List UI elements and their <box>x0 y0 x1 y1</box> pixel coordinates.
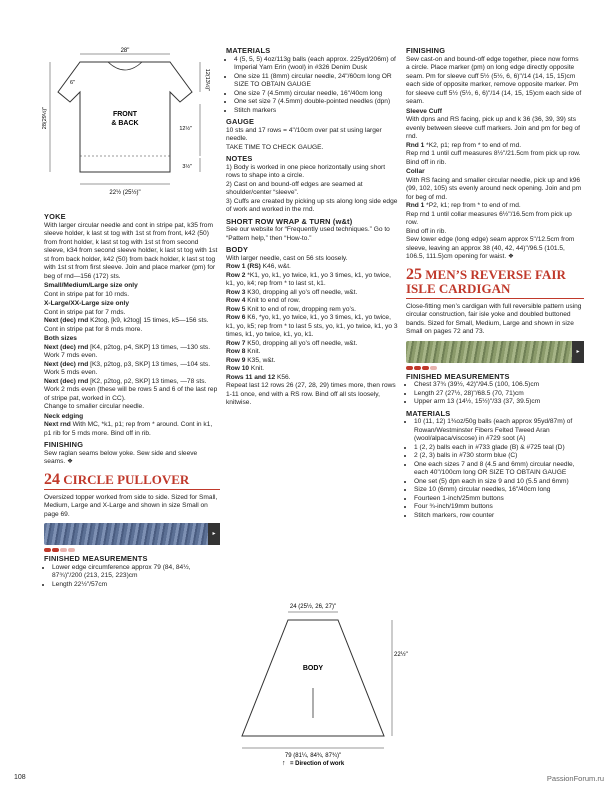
both-dec-3: Next (dec) rnd [K3, p2tog, p3, SKP] 13 times, —104 sts. <box>44 360 211 368</box>
xl-text: Cont in stripe pat for 7 rnds. <box>44 308 126 316</box>
column-3 <box>406 44 584 520</box>
p25-measure-3: • Upper arm 13 (14½, 15½)"/33 (37, 39.5)cm <box>414 398 584 407</box>
sweater-schematic <box>40 44 220 206</box>
row-3: Row 3 K30, dropping all yo’s off needle, w&t. <box>226 288 358 296</box>
row-4: Row 4 Knit to end of row. <box>226 297 301 304</box>
both-4: Work 5 rnds even. <box>44 369 98 376</box>
body-end: Repeat last 12 rows 26 (27, 28, 29) times more, then rows 1-11 once, end with a RS row. Bind off all sts loosely, knitwise. <box>226 382 396 406</box>
both-dec-5: Next (dec) rnd [K2, p2tog, p2, SKP] 13 times, —78 sts. <box>44 377 207 385</box>
pattern-24-title: 24 CIRCLE PULLOVER <box>44 473 220 490</box>
note-2: 2) Cast on and bound-off edges are seamed at shoulder/center “sleeve”. <box>226 180 363 196</box>
row-5: Row 5 Knit to end of row, dropping rem yo’s. <box>226 305 356 313</box>
schematic-front-label: FRONT <box>112 111 138 118</box>
p25-material-6: • Size 10 (6mm) circular needles, 16"/40cm long <box>414 486 584 495</box>
collar-rep: Rep rnd 1 until collar measures 6½"/16.5cm from pick up row. <box>406 210 572 226</box>
notes-heading: NOTES <box>226 154 253 163</box>
dim-shoulder: 12(13½)" <box>204 68 210 92</box>
gauge-text: 10 sts and 17 rows = 4"/10cm over pat st using larger needle. <box>226 126 382 142</box>
both-6: Work 2 rnds even (these will be rows 5 and 6 of the last rep of stripe pat, worked in CC). <box>44 386 218 402</box>
yoke-text: With larger circular needle and cont in stripe pat, k35 from sleeve holder, k last st tog with 1st st from front, k42 (50) from front holder, k last st tog with 1st st from second sleeve, k34 from second sleeve holder, k last st tog with 1st st from back holder, k42 (50) from back holder, k last st tog with 1st st from first sleeve. Join and place marker (pm) for beg of rnd—156 (172) sts. <box>44 221 218 280</box>
body-schem-side: 22½" <box>394 652 408 658</box>
direction-label: = Direction of work <box>290 761 345 767</box>
collar-rnd-1: Rnd 1 *P2, k1; rep from * to end of rnd. <box>406 202 521 209</box>
p25-measure-heading: FINISHED MEASUREMENTS <box>406 371 510 381</box>
finishing-text: Sew raglan seams below yoke. Sew side and sleeve seams. ❖ <box>44 449 198 465</box>
p25-measure-1: • Chest 37¾ (39½, 42)"/94.5 (100, 106.5)cm <box>414 381 584 390</box>
body-heading: BODY <box>226 245 249 254</box>
body-schem-top: 24 (25½, 26, 27)" <box>289 604 337 610</box>
both-dec-1: Next (dec) rnd [K4, p2tog, p4, SKP] 13 times, —130 sts. <box>44 343 211 351</box>
short-row-text: See our website for “Frequently used techniques.” Go to “Pattern help,” then “How-to.” <box>226 226 390 242</box>
collar-text: With RS facing and smaller circular needle, pick up and k96 (99, 102, 105) sts evenly around neck opening. Join and pm for beg of rnd. <box>406 176 582 201</box>
pattern-25-title: 25 MEN’S REVERSE FAIR ISLE CARDIGAN <box>406 268 584 299</box>
body-schem-label: BODY <box>302 665 324 672</box>
gauge-heading: GAUGE <box>226 117 255 126</box>
material-5: • Stitch markers <box>234 107 400 116</box>
yoke-heading: YOKE <box>44 212 66 221</box>
p25-material-1: • 10 (11, 12) 1¾oz/50g balls (each approx 95yd/87m) of Rowan/Westminster Fibers Felted Tweed Aran (wool/alpaca/viscose) in #729 soot (A) <box>414 418 584 444</box>
dim-neck: 6" <box>70 80 76 86</box>
collar-end: Sew lower edge (long edge) seam approx 5"/12.5cm from sleeve, leaving an approx 38 (40, 42, 44)"/96.5 (101.5, 106.5, 111.5)cm opening for waist. ❖ <box>406 236 575 260</box>
gauge-check: TAKE TIME TO CHECK GAUGE. <box>226 143 324 151</box>
column-1 <box>44 210 220 589</box>
both-heading: Both sizes <box>44 335 77 342</box>
body-intro: With larger needle, cast on 56 sts loosely. <box>226 254 348 262</box>
dim-rib: 3½" <box>182 164 192 170</box>
schematic-back-label: & BACK <box>111 120 139 127</box>
cuff-heading: Sleeve Cuff <box>406 107 442 115</box>
row-10: Row 10 Knit. <box>226 365 265 372</box>
neck-heading: Neck edging <box>44 412 84 420</box>
note-3: 3) Cuffs are created by picking up sts along long side edge of work and worked in the rnd. <box>226 197 398 213</box>
neck-text: Next rnd With MC, *k1, p1; rep from * around. Cont in k1, p1 rib for 5 rnds more. Bind off in rib. <box>44 421 213 437</box>
xl-dec: Next (dec) rnd K2tog, [k9, k2tog] 15 times, k5—156 sts. Cont in stripe pat for 8 rnds more. <box>44 317 209 333</box>
p25-material-2: • 1 (2, 2) balls each in #733 glade (B) & #725 teal (D) <box>414 444 584 453</box>
short-row-heading: SHORT ROW WRAP & TURN (w&t) <box>226 216 353 226</box>
skill-level-icon <box>44 548 220 552</box>
watermark: PassionForum.ru <box>546 774 604 783</box>
finishing-heading: FINISHING <box>44 440 84 449</box>
note-1: 1) Body is worked in one piece horizontally using short rows to shape into a circle. <box>226 163 386 179</box>
skill-level-icon <box>406 366 584 370</box>
p25-material-7: • Fourteen 1-inch/25mm buttons <box>414 495 584 504</box>
yarn-swatch-24: ▸ <box>44 523 220 545</box>
row-9: Row 9 K35, w&t. <box>226 356 276 364</box>
xl-heading: X-Large/XX-Large size only <box>44 300 130 307</box>
p24-measure-1: • Lower edge circumference approx 79 (84, 84½, 87¾)"/200 (213, 215, 223)cm <box>52 564 220 581</box>
row-2: Row 2 *K1, yo, k1, yo twice, k1, yo 3 times, k1, yo twice, k1, yo, k4; rep from * to last st, k1. <box>226 271 391 287</box>
p25-material-3: • 2 (2, 3) balls in #730 storm blue (C) <box>414 452 584 461</box>
cuff-rep: Rep rnd 1 until cuff measures 8½"/21.5cm from pick up row. Bind off in rib. <box>406 150 581 166</box>
p25-material-9: • Stitch markers, row counter <box>414 512 584 521</box>
p25-material-5: • One set (5) dpn each in size 9 and 10 (5.5 and 6mm) <box>414 478 584 487</box>
yarn-swatch-25: ▸ <box>406 341 584 363</box>
row-6: Row 6 K6, *yo, k1, yo twice, k1, yo 3 times, k1, yo twice, k1, yo, k5; rep from * to last 5 sts, yo, k1, yo twice, k1, yo 3 times, k1, yo twice, k1, yo, k1. <box>226 314 398 338</box>
body-schematic <box>226 598 408 768</box>
dim-top: 28" <box>120 48 130 54</box>
row-11-12: Rows 11 and 12 K56. <box>226 373 291 381</box>
material-3: • One size 7 (4.5mm) circular needle, 16"/40cm long <box>234 90 400 99</box>
dim-bottom: 22½ (25½)" <box>109 190 141 196</box>
finishing-text-2: Sew cast-on and bound-off edge together, piece now forms a circle. Place marker (pm) on long edge directly opposite seam. Pm for sleeve cuff 5½ (5½, 6, 6)"/14 (14, 15, 15)cm each side of opposite marker, remove opposite marker. Pm for sleeve cuff 5½ (5½, 6, 6)"/14 (14, 15, 15)cm each side of seam. <box>406 55 582 105</box>
sml-text: Cont in stripe pat for 10 rnds. <box>44 290 130 298</box>
both-7: Change to smaller circular needle. <box>44 403 145 410</box>
p25-measure-2: • Length 27 (27½, 28)"/68.5 (70, 71)cm <box>414 390 584 399</box>
p25-material-8: • Four ¾-inch/19mm buttons <box>414 503 584 512</box>
cuff-rnd-1: Rnd 1 *K2, p1; rep from * to end of rnd. <box>406 141 522 149</box>
collar-bind: Bind off in rib. <box>406 227 447 235</box>
material-2: • One size 11 (8mm) circular needle, 24"/60cm long OR SIZE TO OBTAIN GAUGE <box>234 73 400 90</box>
row-1: Row 1 (RS) K46, w&t. <box>226 263 291 270</box>
both-2: Work 7 rnds even. <box>44 352 98 359</box>
dim-armhole: 12½" <box>179 126 192 132</box>
column-2 <box>226 44 400 408</box>
pattern-24-intro: Oversized topper worked from side to side. Sized for Small, Medium, Large and X-Large and shown in size Small on page 69. <box>44 493 218 518</box>
material-1: • 4 (5, 5, 5) 4oz/113g balls (each approx. 225yd/206m) of Imperial Yarn Erin (wool) in #326 Denim Dusk <box>234 56 400 73</box>
page-number: 108 <box>14 774 26 781</box>
p25-materials-heading: MATERIALS <box>406 408 451 418</box>
sml-heading: Small/Medium/Large size only <box>44 282 138 289</box>
dim-length: 28(29½)" <box>42 106 48 130</box>
materials-heading: MATERIALS <box>226 46 271 55</box>
p24-measure-2: • Length 22½"/57cm <box>52 581 220 590</box>
body-schem-bottom: 79 (81¼, 84¾, 87¾)" <box>284 753 342 759</box>
cuff-text: With dpns and RS facing, pick up and k 36 (36, 39, 39) sts evenly between sleeve cuff markers. Join and pm for beg of rnd. <box>406 116 580 140</box>
row-8: Row 8 Knit. <box>226 348 261 355</box>
collar-heading: Collar <box>406 168 425 175</box>
direction-arrow-icon: ↑ <box>282 760 286 767</box>
p25-material-4: • One each sizes 7 and 8 (4.5 and 6mm) circular needle, each 40"/100cm long OR SIZE TO OBTAIN GAUGE <box>414 461 584 478</box>
pattern-25-intro: Close-fitting men’s cardigan with full reversible pattern using circular construction, fair isle yoke and doubled buttoned bands. Sized for Small, Medium, Large and shown in size Small on pages 72 and 73. <box>406 302 582 335</box>
material-4: • One set size 7 (4.5mm) double-pointed needles (dpn) <box>234 98 400 107</box>
p24-measure-heading: FINISHED MEASUREMENTS <box>44 554 148 563</box>
row-7: Row 7 K50, dropping all yo’s off needle, w&t. <box>226 339 358 347</box>
finishing-heading-2: FINISHING <box>406 46 446 55</box>
